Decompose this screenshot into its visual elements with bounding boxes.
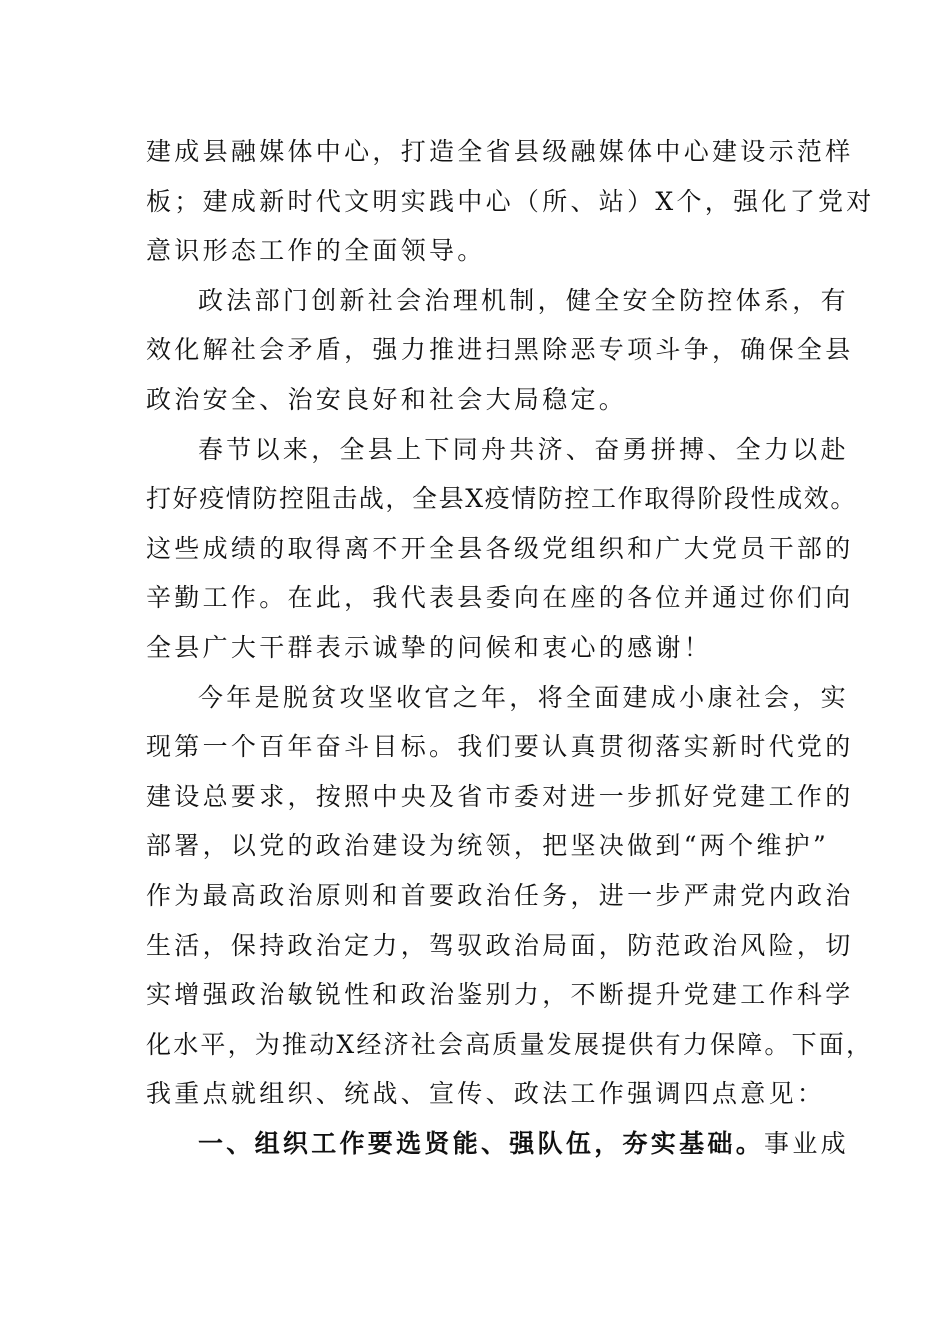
paragraph-4-line-6: 生活，保持政治定力，驾驭政治局面，防范政治风险，切 <box>146 930 854 960</box>
paragraph-4-line-2: 现第一个百年奋斗目标。我们要认真贯彻落实新时代党的 <box>146 732 854 762</box>
paragraph-1-line-1: 建成县融媒体中心，打造全省县级融媒体中心建设示范样 <box>146 137 854 166</box>
paragraph-4-line-8: 化水平，为推动X经济社会高质量发展提供有力保障。下面， <box>146 1029 874 1059</box>
section-heading-line <box>146 1119 849 1169</box>
paragraph-4-line-7: 实增强政治敏锐性和政治鉴别力，不断提升党建工作科学 <box>146 980 854 1010</box>
paragraph-1-line-2: 板；建成新时代文明实践中心（所、站）X个，强化了党对 <box>146 186 875 216</box>
paragraph-3-line-2: 打好疫情防控阻击战，全县X疫情防控工作取得阶段性成效。 <box>146 484 857 514</box>
document-body <box>146 127 875 1168</box>
paragraph-3-line-5: 全县广大干群表示诚挚的问候和衷心的感谢！ <box>146 632 713 662</box>
paragraph-4-line-1: 今年是脱贫攻坚收官之年，将全面建成小康社会，实 <box>198 682 849 712</box>
paragraph-2-line-2: 效化解社会矛盾，强力推进扫黑除恶专项斗争，确保全县 <box>146 335 854 365</box>
paragraph-4-line-3: 建设总要求，按照中央及省市委对进一步抓好党建工作的 <box>146 781 854 811</box>
paragraph-4-line-5: 作为最高政治原则和首要政治任务，进一步严肃党内政治 <box>146 880 854 910</box>
paragraph-4-line-4: 部署，以党的政治建设为统领，把坚决做到“两个维护” <box>146 831 830 861</box>
paragraph-3-line-1: 春节以来，全县上下同舟共济、奋勇拼搏、全力以赴 <box>198 434 849 464</box>
paragraph-3-line-4: 辛勤工作。在此，我代表县委向在座的各位并通过你们向 <box>146 583 854 613</box>
section-heading-bold: 一、组织工作要选贤能、强队伍，夯实基础。 <box>198 1128 765 1158</box>
paragraph-3-line-3: 这些成绩的取得离不开全县各级党组织和广大党员干部的 <box>146 533 854 563</box>
paragraph-1-line-3: 意识形态工作的全面领导。 <box>146 236 486 266</box>
section-heading-tail: 事业成 <box>764 1128 849 1158</box>
paragraph-2-line-3: 政治安全、治安良好和社会大局稳定。 <box>146 384 628 414</box>
paragraph-4-line-9: 我重点就组织、统战、宣传、政法工作强调四点意见： <box>146 1079 826 1109</box>
paragraph-2-line-1: 政法部门创新社会治理机制，健全安全防控体系，有 <box>198 285 849 315</box>
